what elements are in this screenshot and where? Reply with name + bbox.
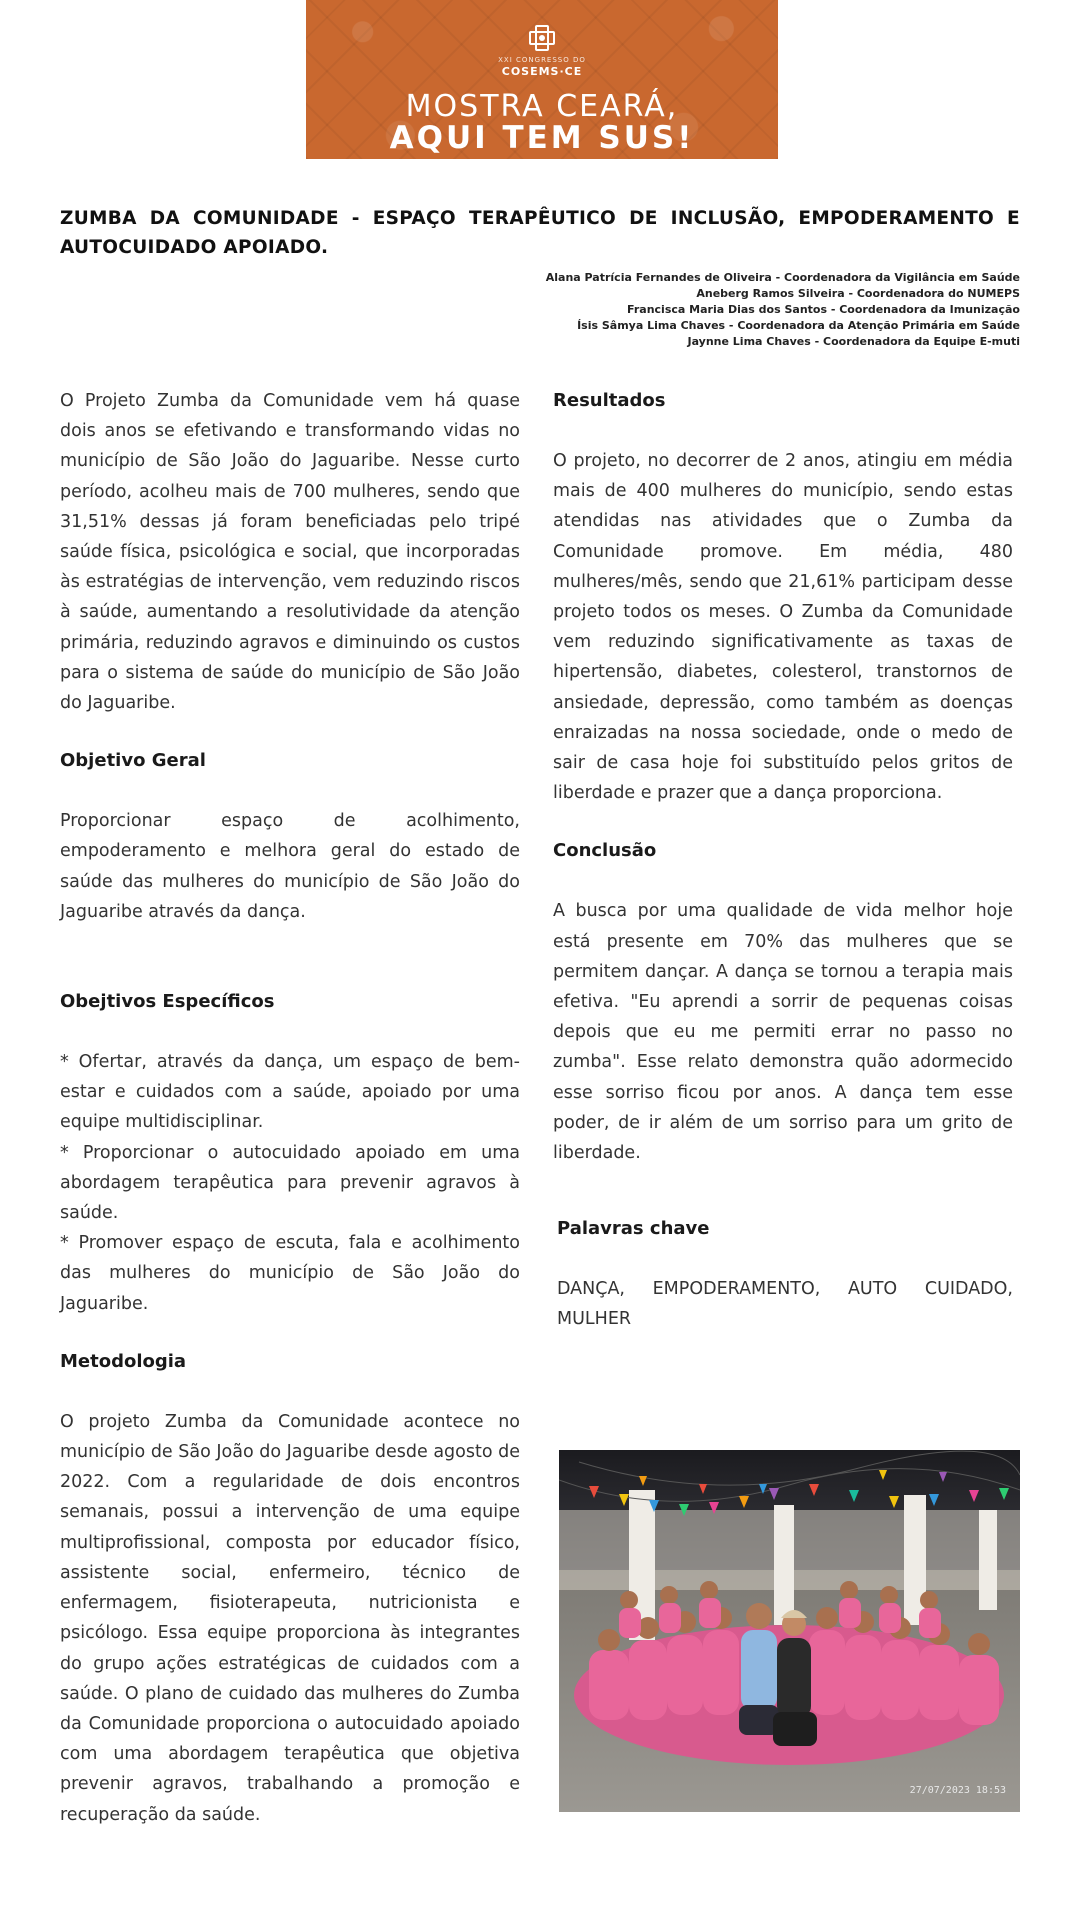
authors-list <box>320 270 1020 350</box>
banner-headline-1: MOSTRA CEARÁ, <box>405 89 679 124</box>
document-title: ZUMBA DA COMUNIDADE - ESPAÇO TERAPÊUTICO DE INCLUSÃO, EMPODERAMENTO E AUTOCUIDADO APOIADO. <box>60 208 1020 258</box>
list-item: * Promover espaço de escuta, fala e acolhimento das mulheres do município de São João do Jaguaribe. <box>60 1233 520 1314</box>
author-line: Alana Patrícia Fernandes de Oliveira - Coordenadora da Vigilância em Saúde <box>545 271 1020 284</box>
author-line: Aneberg Ramos Silveira - Coordenadora do NUMEPS <box>696 287 1020 300</box>
author-line: Jaynne Lima Chaves - Coordenadora da Equipe E-muti <box>687 335 1020 348</box>
resultados-heading: Resultados <box>553 390 666 411</box>
group-photo <box>559 1450 1020 1812</box>
event-banner <box>306 0 778 159</box>
list-item: * Ofertar, através da dança, um espaço de bem-estar e cuidados com a saúde, apoiado por uma equipe multidisciplinar. <box>60 1052 520 1133</box>
group-photo-illustration <box>559 1450 1020 1812</box>
metodologia-text: O projeto Zumba da Comunidade acontece no município de São João do Jaguaribe desde agosto de 2022. Com a regularidade de dois encontros semanais, possui a intervenção de uma equipe multiprofissional, composta por educador físico, assistente social, enfermeiro, técnico de enfermagem, fisioterapeuta, nutricionista e psicólogo. Essa equipe proporciona às integrantes do grupo ações estratégicas de cuidados com a saúde. O plano de cuidado das mulheres do Zumba da Comunidade proporciona o autocuidado apoiado com uma abordagem terapêutica que objetiva prevenir agravos, trabalhando a promoção e recuperação da saúde. <box>60 1411 520 1825</box>
objetivos-especificos-heading: Obejtivos Específicos <box>60 991 275 1013</box>
author-line: Francisca Maria Dias dos Santos - Coordenadora da Imunização <box>627 303 1020 316</box>
objetivo-geral-heading: Objetivo Geral <box>60 750 206 772</box>
banner-org: COSEMS·CE <box>501 65 583 78</box>
right-column <box>553 386 1013 1335</box>
banner-congress: XXI CONGRESSO DO <box>498 56 586 64</box>
objetivos-especificos-list <box>60 1047 520 1319</box>
photo-timestamp: 27/07/2023 18:53 <box>909 1785 1006 1796</box>
conclusao-text: A busca por uma qualidade de vida melhor hoje está presente em 70% das mulheres que se permitem dançar. A dança se tornou a terapia mais efetiva. "Eu aprendi a sorrir de pequenas coisas depois que eu me permiti errar no passo no zumba". Esse relato demonstra quão adormecido esse sorriso ficou por anos. A dança tem esse poder, de ir além de um sorriso para um grito de liberdade. <box>553 901 1013 1164</box>
resultados-text: O projeto, no decorrer de 2 anos, atingiu em média mais de 400 mulheres do município, sendo estas atendidas nas atividades que o Zumba da Comunidade promove. Em média, 480 mulheres/mês, sendo que 21,61% participam desse projeto todos os meses. O Zumba da Comunidade vem reduzindo significativamente as taxas de hipertensão, diabetes, colesterol, transtornos de ansiedade, depressão, como também as doenças enraizadas na nossa sociedade, onde o medo de sair de casa hoje foi substituído pelos gritos de liberdade e prazer que a dança proporciona. <box>553 451 1013 804</box>
metodologia-heading: Metodologia <box>60 1350 187 1372</box>
author-line: Ísis Sâmya Lima Chaves - Coordenadora da Atenção Primária em Saúde <box>577 319 1020 332</box>
palavras-chave-text: DANÇA, EMPODERAMENTO, AUTO CUIDADO, MULHER <box>557 1279 1013 1330</box>
intro-paragraph: O Projeto Zumba da Comunidade vem há quase dois anos se efetivando e transformando vidas no município de São João do Jaguaribe. Nesse curto período, acolheu mais de 700 mulheres, sendo que 31,51% dessas já foram beneficiadas pelo tripé saúde física, psicológica e social, que incorporadas às estratégias de intervenção, vem reduzindo riscos à saúde, aumentando a resolutividade da atenção primária, reduzindo agravos e diminuindo os custos para o sistema de saúde do município de São João do Jaguaribe. <box>60 391 520 714</box>
palavras-chave-heading: Palavras chave <box>557 1218 710 1240</box>
objetivo-geral-text: Proporcionar espaço de acolhimento, empoderamento e melhora geral do estado de saúde das mulheres do município de São João do Jaguaribe através da dança. <box>60 811 520 922</box>
banner-headline-2: AQUI TEM SUS! <box>389 120 695 156</box>
conclusao-heading: Conclusão <box>553 840 657 862</box>
cosems-logo-icon <box>526 22 558 54</box>
left-column <box>60 386 520 1830</box>
list-item: * Proporcionar o autocuidado apoiado em uma abordagem terapêutica para prevenir agravos à saúde. <box>60 1142 520 1224</box>
